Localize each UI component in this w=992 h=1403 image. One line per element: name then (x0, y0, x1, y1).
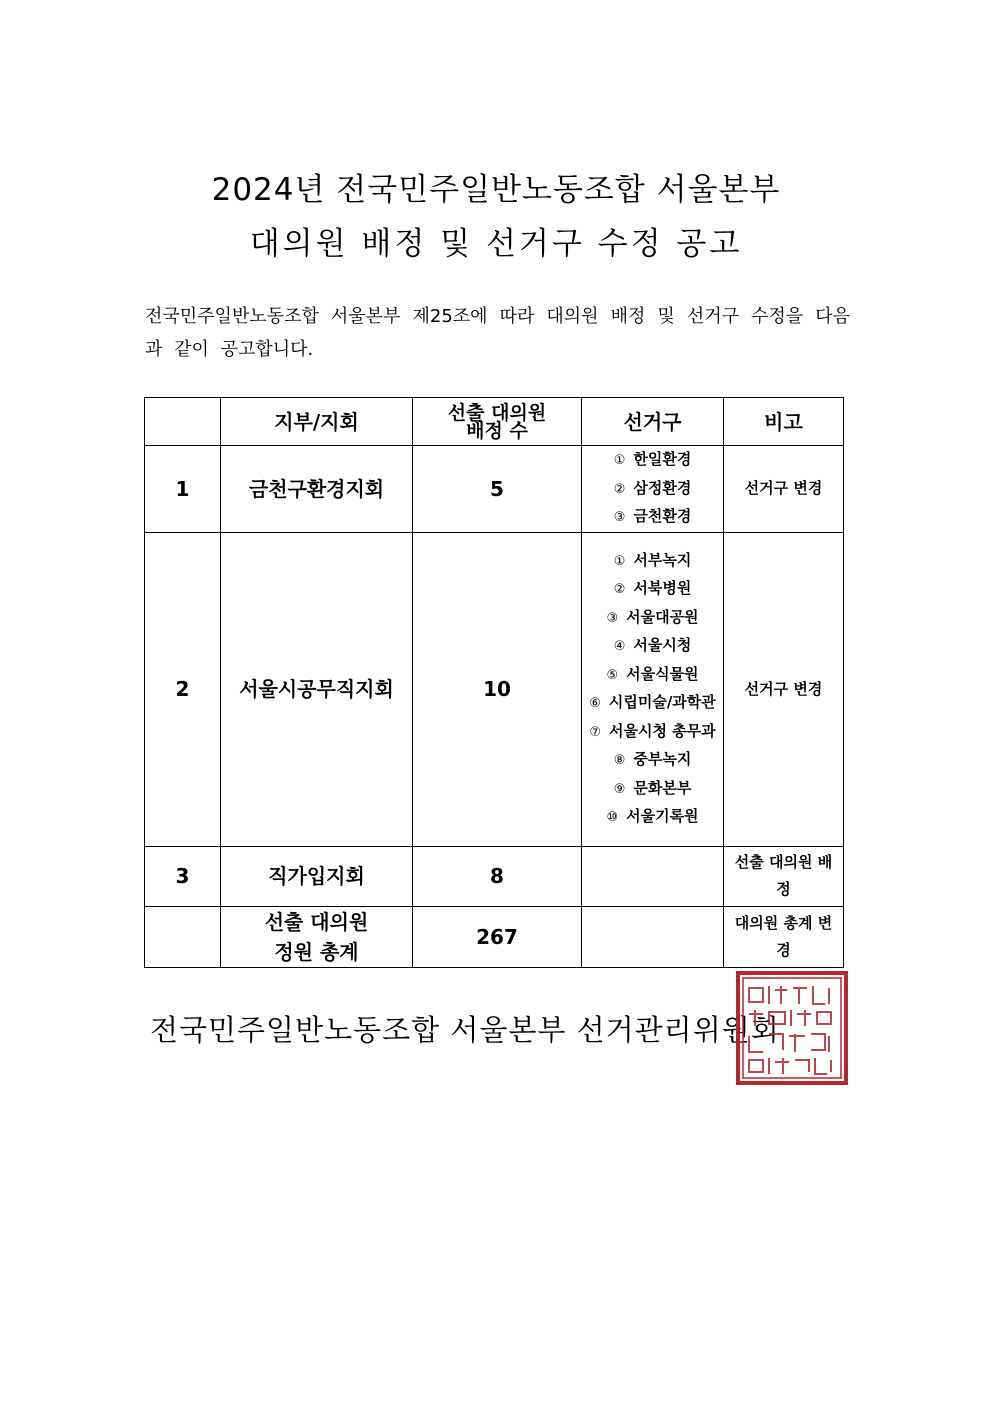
district-number-mark: ⑨ (613, 781, 626, 797)
district-name: 서울식물원 (626, 664, 699, 683)
row-number (145, 906, 221, 967)
header-district: 선거구 (582, 398, 724, 446)
allocation-table (144, 397, 844, 968)
district-item (582, 547, 723, 576)
district-item (582, 604, 723, 633)
district-number-mark: ⑩ (606, 810, 619, 825)
header-note: 비고 (724, 398, 844, 446)
row-number: 2 (145, 532, 221, 846)
district-name: 한일환경 (633, 450, 692, 468)
district-number-mark: ① (613, 453, 626, 468)
signature-committee: 전국민주일반노동조합 서울본부 선거관리위원회 (150, 1013, 780, 1047)
district-item (582, 475, 723, 504)
notice-title-line2: 대의원 배정 및 선거구 수정 공고 (249, 226, 743, 262)
header-delegate-count-label: 선출 대의원 배정 수 (447, 401, 547, 442)
intro-paragraph: 전국민주일반노동조합 서울본부 제25조에 따라 대의원 배정 및 선거구 수정을 다음과 같이 공고합니다. (145, 306, 850, 360)
district-number-mark: ⑥ (589, 696, 601, 711)
district-number-mark: ③ (606, 610, 619, 626)
district-item (582, 446, 723, 475)
district-number-mark: ② (613, 481, 626, 497)
district-item (582, 775, 723, 804)
row-delegate-count: 10 (413, 532, 582, 846)
district-name: 삼정환경 (633, 478, 692, 497)
row-branch-name (221, 846, 413, 906)
row-branch-name (221, 532, 413, 846)
district-item (582, 718, 723, 747)
note-text: 선거구 변경 (744, 679, 823, 698)
row-note (724, 446, 844, 533)
row-branch-name (221, 906, 413, 967)
district-item (582, 689, 723, 718)
district-name: 문화본부 (633, 778, 692, 797)
district-name: 서울시청 총무과 (609, 721, 716, 740)
row-branch-name (221, 446, 413, 533)
branch-name-text: 선출 대의원 정원 총계 (264, 909, 369, 964)
district-number-mark: ③ (613, 510, 626, 525)
district-name: 서북병원 (633, 579, 692, 597)
branch-name-text: 금천구환경지회 (248, 476, 385, 501)
district-name: 서부녹지 (633, 550, 692, 569)
district-item (582, 803, 723, 832)
row-note (724, 846, 844, 906)
district-item (582, 661, 723, 690)
table-row (145, 532, 844, 846)
note-text: 대의원 총계 변경 (734, 913, 833, 959)
header-number (145, 398, 221, 446)
district-item (582, 575, 723, 604)
district-name: 서울대공원 (626, 607, 699, 626)
branch-name-text: 직가입지회 (268, 864, 365, 888)
district-number-mark: ④ (613, 639, 626, 654)
district-number-mark: ⑦ (589, 724, 601, 740)
row-districts (582, 906, 724, 967)
district-item (582, 503, 723, 532)
notice-title-line1: 2024년 전국민주일반노동조합 서울본부 (211, 172, 781, 208)
district-number-mark: ② (613, 582, 626, 597)
row-delegate-count: 267 (413, 906, 582, 967)
district-item (582, 632, 723, 661)
row-districts (582, 532, 724, 846)
district-name: 시립미술/과학관 (608, 693, 716, 711)
district-number-mark: ① (613, 553, 626, 569)
row-districts (582, 846, 724, 906)
table-row (145, 846, 844, 906)
header-delegate-count (413, 398, 582, 446)
row-districts (582, 446, 724, 533)
row-delegate-count: 8 (413, 846, 582, 906)
district-number-mark: ⑧ (613, 753, 626, 768)
row-note (724, 532, 844, 846)
header-branch: 지부/지회 (221, 398, 413, 446)
row-delegate-count: 5 (413, 446, 582, 533)
district-name: 중부녹지 (633, 750, 692, 768)
official-seal-icon (735, 970, 849, 1086)
district-name: 금천환경 (633, 507, 692, 525)
district-number-mark: ⑤ (606, 667, 619, 683)
row-number: 1 (145, 446, 221, 533)
table-row (145, 446, 844, 533)
note-text: 선출 대의원 배정 (734, 853, 833, 898)
row-note (724, 906, 844, 967)
district-name: 서울기록원 (626, 807, 699, 825)
district-name: 서울시청 (633, 636, 692, 654)
row-number: 3 (145, 846, 221, 906)
table-row (145, 906, 844, 967)
branch-name-text: 서울시공무직지회 (239, 677, 394, 701)
district-item (582, 746, 723, 775)
table-header-row (145, 398, 844, 446)
note-text: 선거구 변경 (744, 479, 823, 498)
